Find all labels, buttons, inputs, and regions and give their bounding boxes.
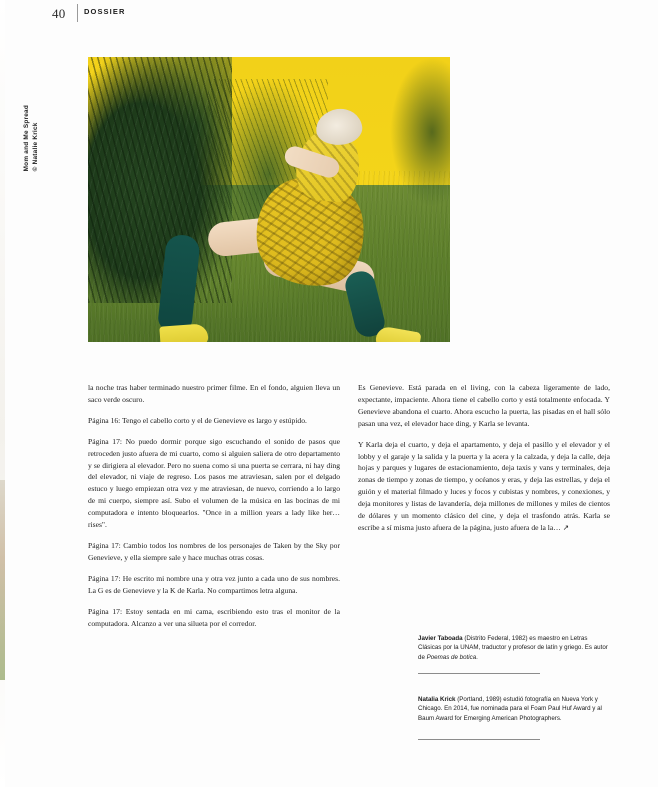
contributor-bio-tail: .	[476, 653, 478, 661]
contributor-bio-author	[418, 634, 610, 662]
bio-divider	[418, 673, 540, 674]
photograph	[88, 57, 450, 342]
photo-credit	[22, 105, 40, 171]
photo-foliage-right	[390, 57, 450, 207]
paragraph: la noche tras haber terminado nuestro primer filme. En el fondo, alguien lleva un saco verde oscuro.	[88, 383, 340, 404]
paragraph: Página 17: He escrito mi nombre una y otra vez junto a cada uno de sus nombres. La G es de Genevieve y la K de Karla. No compartimos letra alguna.	[88, 573, 340, 595]
photo-credit-line-2: © Natalie Krick	[32, 122, 39, 172]
paragraph: Página 17: Estoy sentada en mi cama, escribiendo esto tras el monitor de la computadora. Alcanzo a ver una silueta por el corredor.	[88, 606, 340, 628]
paragraph: Página 17: Cambio todos los nombres de los personajes de Taken by the Sky por Genevieve, y ella siempre sale y hace muchas otras cosas.	[88, 540, 340, 562]
photo-credit-line-1: Mom and Me Spread	[23, 105, 30, 172]
contributor-name: Natalia Krick	[418, 696, 456, 703]
photograph-canvas	[88, 57, 450, 342]
body-column-left	[88, 382, 340, 638]
photo-figure-shoe-left	[159, 323, 208, 342]
section-title: DOSSIER	[84, 7, 126, 16]
page-edge-bleed	[0, 480, 5, 680]
bio-divider	[418, 739, 540, 740]
contributor-bio-text: (Distrito Federal, 1982) es maestro en Letras Clásicas por la UNAM, traductor y profesor de latín y griego. Es autor de	[418, 635, 608, 661]
contributor-name: Javier Taboada	[418, 635, 463, 642]
header-divider	[77, 4, 78, 22]
paragraph: Es Genevieve. Está parada en el living, con la cabeza ligeramente de lado, expectante, impaciente. Ahora tiene el cabello corto y está totalmente enfocada. Y Genevieve abandona el cuarto. Ahora escucho la puerta, las pisadas en el hall sólo pasan una vez, el elevador hace ding, y Karla se levanta.	[358, 383, 610, 428]
body-column-right	[358, 382, 610, 543]
contributor-bio-photographer	[418, 695, 610, 723]
paragraph: Página 16: Tengo el cabello corto y el de Genevieve es largo y estúpido.	[88, 415, 307, 425]
page-number: 40	[52, 6, 66, 21]
contributor-bio-title: Poemas de botica	[426, 653, 477, 661]
paragraph: Y Karla deja el cuarto, y deja el apartamento, y deja el pasillo y el elevador y el lobby y el garaje y la salida y la puerta y la acera y la calzada, y deja la calle, deja hojas y parques y lugares de estacionamiento, deja taxis y vans y terminales, deja zonas de tiempo y zonas de tiempo, y océanos y eras, y deja las estrellas, y deja el guión y el material filmado y luces y focos y cubistas y nombres, y conexiones, y deja monitores y listas de lavandería, deja millones de millones y miles de cientos de dólares y un momento clásico del cine, y deja el trasfondo atrás. Karla se escribe a sí misma justo afuera de la página, justo afuera de la la… ↗	[358, 439, 610, 532]
paragraph: Página 17: No puedo dormir porque sigo escuchando el sonido de pasos que retroceden justo afuera de mi cuarto, como si alguien saliera de otro departamento y se dirigiera al elevador. Pero no suena como si una puerta se cerrara, ni hay ding del elevador, ni viaje de regreso. Los pasos me atraviesan, salen por el delgado estuco y luego empiezan otra vez y me atraviesan, de nuevo, corriendo a lo largo de mi cuerpo, siempre así. Subo el volumen de la música en las bocinas de mi computadora e intento bloquearlos. "Once in a million years a lady like her… rises".	[88, 436, 340, 530]
contributor-bio-text: (Portland, 1989) estudió fotografía en Nueva York y Chicago. En 2014, fue nominada para el Foam Paul Huf Award y al Baum Award for Emerging American Photographers.	[418, 696, 602, 722]
